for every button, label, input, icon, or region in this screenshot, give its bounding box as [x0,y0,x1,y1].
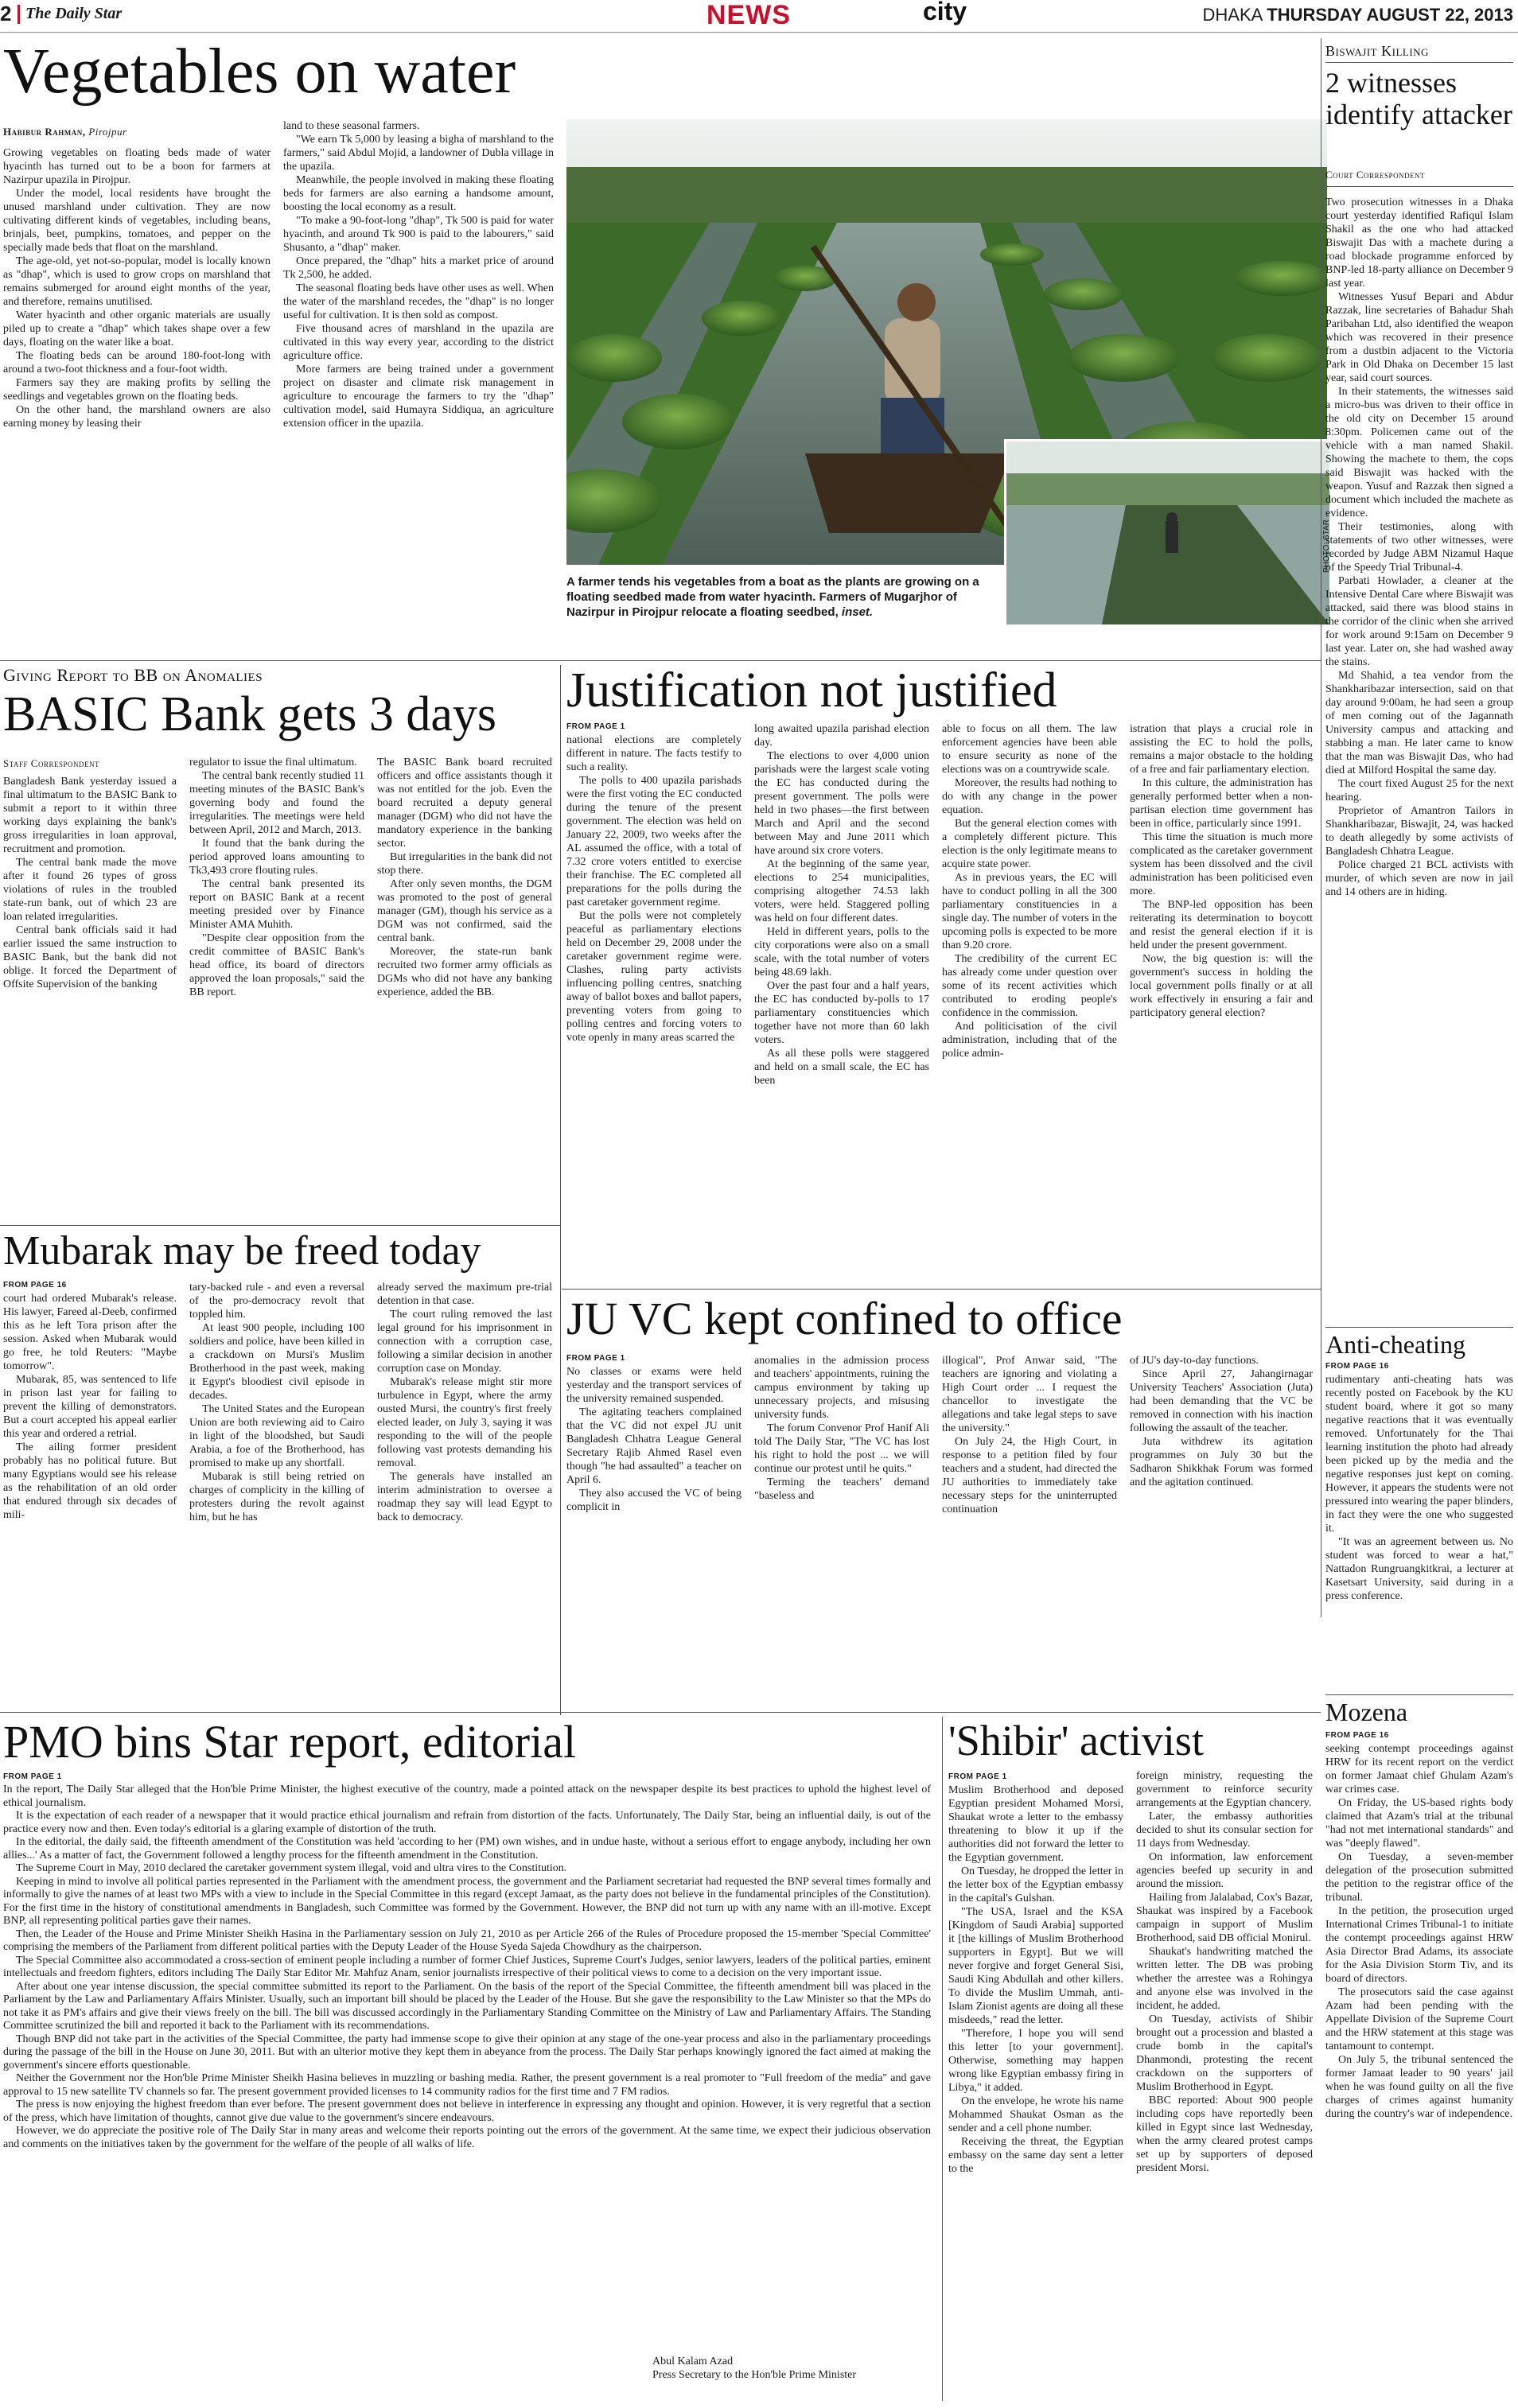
pmo-from: FROM PAGE 1 [3,1772,62,1781]
veg-para: Five thousand acres of marshland in the upazila are cultivated in this way every year, according to the district agriculture office. [283,323,554,362]
shibir-column-2 [1136,1769,1313,2402]
mubarak-para: Mubarak's release might stir more turbulence in Egypt, where the army ousted Mursi, the country's first freely elected leader, on July 3, saying it was responding to the will of the people following vast protests demanding his removal. [377,1376,552,1469]
shibir-column-rule [942,1717,943,2401]
biswajit-byline-rule [1325,186,1513,187]
justification-para: The BNP-led opposition has been reiterating its determination to boycott and resist the general election if it is held under the present government. [1130,899,1313,951]
justification-para: But the general election comes with a completely different picture. This election is the only legitimate means to acquire state power. [942,818,1117,870]
ju-para: illogical", Prof Anwar said, "The teachers are ignoring and violating a High Court order ... I request the chancellor to investigate the allegations and take legal steps to save the university." [942,1355,1117,1434]
pmo-para: The Supreme Court in May, 2010 declared the caretaker government system illegal, void and ultra vires to the Constitution. [16,1862,567,1874]
mubarak-para: Mubarak is still being retried on charges of complicity in the killing of protesters during the revolt against him, but he has [189,1471,364,1523]
section-rule-2 [0,1225,560,1226]
shibir-para: foreign ministry, requesting the government to reinforce security arrangements at the Egyptian chancery. [1136,1770,1313,1809]
mubarak-from: FROM PAGE 16 [3,1281,67,1290]
ju-para: Terming the teachers' demand "baseless and [754,1476,929,1502]
anticheating-column [1325,1373,1513,1691]
mozena-para: seeking contempt proceedings against HRW for its recent report on the verdict on former Jamaat chief Ghulam Azam's war crimes case. [1325,1743,1513,1795]
justification-para: As all these polls were staggered and held on a small scale, the EC has been [754,1048,929,1087]
shibir-para: On the envelope, he wrote his name Mohammed Shaukat Osman as the sender and a cell phone number. [948,2095,1123,2134]
justification-para: The elections to over 4,000 union parishads were the largest scale voting the EC has conducted during the present government. The polls were held in two phases—the first between March and April and the second between May and June 2011 which have around six crore voters. [754,750,929,857]
shibir-para: "Therefore, I hope you will send this letter [to your government]. Otherwise, something may happen wrong like Egyptian embassy firing in Libya," it added. [948,2028,1123,2094]
mubarak-headline: Mubarak may be freed today [3,1228,481,1274]
mubarak-para: The generals have installed an interim administration to oversee a roadmap they say will lead Egypt to back to democracy. [377,1471,552,1523]
ju-para: anomalies in the admission process and teachers' appointments, ruining the campus environment by taking up unnecessary projects, and misusing university funds. [754,1355,929,1421]
pmo-headline: PMO bins Star report, editorial [3,1716,577,1768]
justification-column-3 [942,722,1117,1282]
justification-para: And politicisation of the civil administration, including that of the police admin- [942,1021,1117,1060]
veg-para: Farmers say they are making profits by selling the seedlings and vegetables grown on the floating beds. [3,377,271,403]
justification-para: Now, the big question is: will the government's success in holding the local government polls finally or at all work effectively in ensuring a fair and participatory general election? [1130,953,1313,1019]
mubarak-column-3 [377,1281,552,1706]
veg-byline [3,126,127,138]
justification-para: Over the past four and a half years, the EC has conducted by-polls to 17 parliamentary constituencies which together have not more than 60 lakh voters. [754,980,929,1046]
pmo-para: The press is now enjoying the highest freedom than ever before. The present government does not believe in interference in expressing any thought and opinion. However, it is very regretful that a section of the press, which have limitation of thoughts, cannot give due value to the government's sincere endeavours. [3,2099,931,2124]
justification-para: long awaited upazila parishad election day. [754,723,929,749]
pmo-signature-name: Abul Kalam Azad [652,2355,734,2367]
ju-from: FROM PAGE 1 [566,1354,625,1363]
veg-inset-photo [1004,439,1332,627]
shibir-para: BBC reported: About 900 people including cops have reportedly been killed in Egypt since last Wednesday, when the army cleared protest camps set up by supporters of deposed president Morsi. [1136,2095,1313,2174]
justification-para: Moreover, the results had nothing to do with any change in the power equation. [942,777,1117,816]
section-rule-1 [0,660,1321,661]
veg-byline-name: Habibur Rahman, [3,126,86,138]
veg-para: Growing vegetables on floating beds made of water hyacinth has turned out to be a boon for farmers at Nazirpur upazila in Pirojpur. [3,147,271,186]
veg-photo-credit: PHOTO: STAR [1322,519,1331,573]
section-label: NEWS [706,0,791,30]
basic-para: Bangladesh Bank yesterday issued a final ultimatum to the BASIC Bank to submit a report to it within three working days explaining the bank's gross irregularities in loan approval, recruitment and promotion. [3,776,177,855]
masthead-rule [0,32,1518,33]
biswajit-para: Their testimonies, along with statements of two other witnesses, were recorded by Judge ABM Nizamul Haque of the Speedy Trial Tribunal-4. [1325,521,1513,574]
veg-caption [566,574,996,620]
pmo-para: The Special Committee also accommodated a cross-section of eminent people including a number of former Chief Justices, Supreme Court's Judges, senior lawyers, leaders of the political parties, eminent intellectuals and freedom fighters, editors including The Daily Star Editor Mr. Mahfuz Anam, senior journalists irrespective of their political views to come to a decision on the very important issue. [3,1954,931,1979]
mozena-headline: Mozena [1325,1698,1408,1726]
pmo-para: In the editorial, the daily said, the fifteenth amendment of the Constitution was held 'according to her (PM) own wishes, and in undue haste, without a serious effort to engage anybody, including her own allies...' As a matter of fact, the Government followed a lengthy process for the fifteenth amendment in the Constitution. [3,1836,931,1861]
ju-column-1 [566,1365,741,1707]
pmo-para: After about one year intense discussion, the special committee submitted its report to the Parliament. On the basis of the report of the Special Committee, the fifteenth amendment bill was placed in the Parliament by the Law and Parliamentary Affairs Minister. Usually, such an important bill should be placed by the Leader of the House. But she gave the responsibility to the Law Minister so that the MPs do not take it as PM's affairs and give their views freely on the bill. The bill was discussed accordingly in the Parliamentary Standing Committee on the Ministry of Law and Parliamentary Affairs. The Standing Committee scrutinized the bill and reported it back to the Parliament with its recommendations. [3,1980,931,2032]
biswajit-para: Md Shahid, a tea vendor from the Shankharibazar intersection, said on that day around 9:00am, he had seen a group of men coming out of the Jagannath University campus and attacking and stabbing a man. He later came to know that the man was Biswajit Das, who had died at Milford Hospital the same day. [1325,670,1513,776]
ju-para: of JU's day-to-day functions. [1130,1355,1259,1367]
justification-para: In this culture, the administration has generally performed better when a non-partisan election time government has been in office, particularly since 1991. [1130,777,1313,830]
biswajit-headline: 2 witnesses identify attacker [1325,67,1512,130]
ju-para: On July 24, the High Court, in response to a petition filed by four teachers and a student, had directed the JU authorities to immediately take necessary steps for the uninterrupted continuation [942,1436,1117,1515]
section-rule-3 [562,1289,1321,1290]
justification-para: national elections are completely different in nature. The facts testify to such a reality. [566,734,741,773]
veg-column-1 [3,146,271,654]
mubarak-para: At least 900 people, including 100 soldiers and police, have been killed in a crackdown on Mursi's Muslim Brotherhood in the past week, making it Egypt's bloodiest civil episode in decades. [189,1322,364,1402]
mubarak-para: already served the maximum pre-trial detention in that case. [377,1282,552,1307]
justification-headline: Justification not justified [566,663,1057,718]
ju-column-3 [942,1354,1117,1707]
mozena-from: FROM PAGE 16 [1325,1731,1389,1740]
basic-byline: Staff Correspondent [3,757,99,769]
inset-seedbed-photo [1006,442,1329,624]
veg-caption-text: A farmer tends his vegetables from a boat as the plants are growing on a floating seedbed made from water hyacinth. Farmers of Mugarjhor of Nazirpur in Pirojpur relocate a floating seedbed, [566,575,979,619]
biswajit-para: The court fixed August 25 for the next hearing. [1325,778,1513,803]
veg-para: More farmers are being trained under a government project on disaster and climate risk management in agriculture to encourage the farmers to try the "dhap" cultivation model, said Humayra Siddiqua, an agriculture extension officer in the upazila. [283,364,554,430]
basic-para: The central bank made the move after it found 26 types of gross violations of rules in the troubled state-run bank, out of which 23 are loan related irregularities. [3,857,177,923]
anticheating-para: "It was an agreement between us. No student was forced to wear a hat," Nattadon Rungruangkitkrai, a lecturer at Kasetsart University, said during in a press conference. [1325,1536,1513,1602]
masthead [0,0,1518,32]
pmo-para: It is the expectation of each reader of a newspaper that it would practice ethical journalism and refrain from distortion of the facts. Unfortunately, The Daily Star, being an influential daily, is out of the practice every now and then. Even today's editorial is a glaring example of distortion of the truth. [3,1810,931,1835]
pmo-para: However, we do appreciate the positive role of The Daily Star in many areas and welcome their reports pointing out the errors of the government. At the same time, we expect their judicious observation and comments on the initiatives taken by the government for the welfare of the people of all walks of life. [3,2125,931,2150]
section-rule-4 [0,1712,1321,1713]
basic-para: The central bank recently studied 11 meeting minutes of the BASIC Bank's governing body and found the irregularities. The meetings were held between April, 2012 and March, 2013. [189,770,364,836]
anticheating-para: rudimentary anti-cheating hats was recently posted on Facebook by the KU student board, where it got so many negative reactions that it was eventually removed. Unfortunately for the Thai learning institution the photo had already been picked up by the media and the negative responses just kept on coming. However, it appears the students were not pressured into wearing the paper blinders, in fact they were the one who suggested it. [1325,1374,1513,1535]
mubarak-column-2 [189,1281,364,1706]
ju-column-2 [754,1354,929,1707]
mozena-column [1325,1742,1513,2402]
mozena-para: On July 5, the tribunal sentenced the former Jamaat leader to 90 years' jail when he was found guilty on all the five charges of crimes against humanity during the country's war of independence. [1325,2054,1513,2120]
justification-para: able to focus on all them. The law enforcement agencies have been able to ensure security as none of the elections was on a countrywide scale. [942,723,1117,776]
ju-para: They also accused the VC of being complicit in [566,1488,741,1513]
biswajit-para: In their statements, the witnesses said a micro-bus was driven to their office in the old city on December 15 around 8:30pm. Policemen came out of the vehicle with a man named Shakil. Showing the machete to them, the cops said Biswajit was hacked with the weapon. Yusuf and Razzak then signed a document which included the machete as evidence. [1325,386,1513,519]
mozena-para: In the petition, the prosecution urged International Crimes Tribunal-1 to initiate the contempt proceedings against HRW Asia Director Brad Adams, its associate for the Asia Division Storm Tiv, and its board of directors. [1325,1905,1513,1985]
pmo-column [3,1784,931,2348]
mozena-para: The prosecutors said the case against Azam had been pending with the Appellate Division of the Supreme Court and the HRW statement at this stage was tantamount to contempt. [1325,1986,1513,2052]
shibir-para: On information, law enforcement agencies beefed up security in and around the mission. [1136,1851,1313,1890]
pmo-para: Keeping in mind to involve all political parties represented in the Parliament with the amendment process, the government and the Parliament secretariat had requested the BNP several times formally and informally to give the names of at least two MPs with a view to include in the Special Committee in this regard (except Jamaat, as the party does not believe in the fundamental principles of the Constitution). For the first time in the history of constitutional amendments in Bangladesh, such Committee was formed by the Government. However, the BNP did not turn up with any name with an ill-motive. Except BNP, all representing political parties gave their names. [3,1875,931,1927]
anticheating-rule [1325,1327,1513,1328]
shibir-para: Shaukat's handwriting matched the written letter. The DB was probing whether the arrestee was a Rohingya and anyone else was involved in the incident, he added. [1136,1946,1313,2012]
ju-headline: JU VC kept confined to office [566,1293,1123,1344]
anticheating-from: FROM PAGE 16 [1325,1362,1389,1371]
shibir-para: On Tuesday, he dropped the letter in the letter box of the Egyptian embassy in the capital's Gulshan. [948,1865,1123,1904]
mubarak-para: The United States and the European Union are both reviewing aid to Cairo in light of the bloodshed, but Saudi Arabia, a foe of the Brotherhood, has promised to make up any shortfall. [189,1403,364,1469]
biswajit-para: Witnesses Yusuf Bepari and Abdur Razzak, line secretaries of Bahadur Shah Paribahan Ltd, also identified the weapon which was recovered in their presence from a dustbin adjacent to the Victoria Park in Old Dhaka on December 15 last year, said court sources. [1325,291,1513,384]
ju-para: Juta withdrew its agitation programmes on July 30 but the Sadharon Shikkhak Forum was formed and the agitation continued. [1130,1436,1313,1488]
page-number-separator [18,5,20,24]
veg-caption-inset: inset. [841,605,874,619]
veg-para: Water hyacinth and other organic materials are usually piled up to create a "dhap" which takes shape over a few days, floating on the water like a boat. [3,309,271,348]
veg-para: Under the model, local residents have brought the unused marshland under cultivation. They are now cultivating different kinds of vegetables, including beans, brinjals, beet, pumpkins, tomatoes, and pepper on the specially made beds that float on the marshland. [3,188,271,254]
basic-column-3 [377,756,552,1219]
biswajit-para: Police charged 21 BCL activists with murder, of which seven are now in jail and 14 others are in hiding. [1325,859,1513,898]
basic-para: After only seven months, the DGM was promoted to the post of general manager (GM), though his service as a DGM was not confirmed, said the central bank. [377,878,552,944]
justification-column-2 [754,722,929,1282]
biswajit-para: Two prosecution witnesses in a Dhaka court yesterday identified Rafiqul Islam Shakil as the one who had attacked Biswajit Das with a machete during a road blockade programme enforced by BNP-led 18-party alliance on December 9 last year. [1325,196,1513,290]
veg-para: The age-old, yet not-so-popular, model is locally known as "dhap", which is used to grow crops on marshland that remains submerged for around eight months of the year, and therefore, remains unutilised. [3,255,271,308]
basic-para: Moreover, the state-run bank recruited two former army officials as DGMs who did not have any banking experience, added the BB. [377,946,552,998]
basic-column-1 [3,775,177,1219]
biswajit-para: Proprietor of Amantron Tailors in Shankharibazar, Biswajit, 24, was hacked to death allegedly by some activists of Bangladesh Chhatra League. [1325,805,1513,858]
page-number: 2 [0,2,12,25]
veg-para: land to these seasonal farmers. [283,120,420,132]
shibir-column-1 [948,1784,1123,2402]
justification-para: Held in different years, polls to the city corporations were also on a small scale, with the total number of voters being 48.69 lakh. [754,926,929,978]
biswajit-column [1325,196,1513,1325]
basic-kicker: Giving Report to BB on Anomalies [3,665,263,685]
ju-para: No classes or exams were held yesterday and the transport services of the university remained suspended. [566,1366,741,1405]
justification-column-1 [566,733,741,1282]
pmo-signature [652,2355,923,2382]
ju-column-4 [1130,1354,1313,1707]
anticheating-headline: Anti-cheating [1325,1330,1465,1359]
biswajit-para: Parbati Howlader, a cleaner at the Intensive Dental Care where Biswajit was attacked, said there was blood stains in the corridor of the clinic when she arrived for work around 9:15am on December 9 last year. Later on, she had washed away the stains. [1325,575,1513,668]
basic-para: Central bank officials said it had earlier issued the same instruction to BASIC Bank, but the bank did not oblige. It forced the Department of Offsite Supervision of the banking [3,924,177,990]
dateline-date: THURSDAY AUGUST 22, 2013 [1267,5,1513,25]
veg-column-2 [283,119,554,652]
veg-para: The floating beds can be around 180-foot-long with around a two-foot thickness and a four-foot width. [3,350,271,375]
basic-para: "Despite clear opposition from the credit committee of BASIC Bank's head office, its board of directors approved the loan proposals," said the BB report. [189,932,364,998]
shibir-para: Muslim Brotherhood and deposed Egyptian president Mohamed Morsi, Shaukat wrote a letter to the embassy threatening to blow it up if the authorities did not forward the letter to the Egyptian government. [948,1784,1123,1864]
basic-column-2 [189,756,364,1219]
mozena-para: On Tuesday, a seven-member delegation of the prosecution submitted the petition to the registrar office of the tribunal. [1325,1851,1513,1904]
mozena-rule [1325,1694,1513,1695]
pmo-para: Then, the Leader of the House and Prime Minister Sheikh Hasina in the Parliamentary session on July 21, 2010 as per Article 266 of the Rules of Procedure proposed the 15-member 'Special Committee' comprising the members of the Parliament from different political parties with the Deputy Leader of the House Syeda Sajeda Chowdhury as the chairperson. [3,1928,931,1953]
shibir-headline: 'Shibir' activist [948,1717,1204,1764]
dateline [1203,5,1513,25]
mozena-para: On Friday, the US-based rights body claimed that Azam's trial at the tribunal "had not met international standards" and was "deeply flawed". [1325,1797,1513,1850]
pmo-para: Neither the Government nor the Hon'ble Prime Minister Sheikh Hasina believes in muzzling or bashing media. Rather, the present government is a real promoter to "Full freedom of the media" and gave approval to 15 new satellite TV channels so far. The present government provided licenses to 14 community radios for the first time and 7 FM radios. [3,2072,931,2098]
shibir-para: Later, the embassy authorities decided to shut its consular section for 11 days from Wednesday. [1136,1811,1313,1850]
veg-para: Once prepared, the "dhap" hits a market price of around Tk 2,500, he added. [283,255,554,281]
ju-para: Since April 27, Jahangirnagar University Teachers' Association (Juta) had been demanding that the VC be removed in connection with his inaction following the assault of the teacher. [1130,1368,1313,1434]
veg-para: "To make a 90-foot-long "dhap", Tk 500 is paid for water hyacinth, and around Tk 900 is paid to the labourers," said Shusanto, a "dhap" maker. [283,215,554,254]
basic-para: It found that the bank during the period approved loans amounting to Tk3,493 crore flouting rules. [189,838,364,877]
shibir-para: Hailing from Jalalabad, Cox's Bazar, Shaukat was inspired by a Facebook campaign in support of Muslim Brotherhood, said DB official Monirul. [1136,1892,1313,1944]
mubarak-para: tary-backed rule - and even a reversal of the pro-democracy revolt that toppled him. [189,1282,364,1321]
shibir-para: On Tuesday, activists of Shibir brought out a procession and blasted a crude bomb in the capital's Dhanmondi, protesting the recent crackdown on the supporters of Muslim Brotherhood in Egypt. [1136,2013,1313,2093]
paper-name: The Daily Star [25,5,123,22]
basic-para: But irregularities in the bank did not stop there. [377,851,552,877]
pmo-para: Though BNP did not take part in the activities of the Special Committee, the party had immense scope to give their opinion at any stage of the one-year process and also in the parliamentary proceedings during the passage of the bill in the House on June 30, 2011. But with an ulterior motive they kept them in abeyance from the process. The Daily Star perhaps knowingly ignored the fact aimed at making the government's sincere efforts questionable. [3,2033,931,2072]
mubarak-para: court had ordered Mubarak's release. His lawyer, Fareed al-Deeb, confirmed this as he left Tora prison after the session. Asked when Mubarak would go free, he told Reuters: "Maybe tomorrow". [3,1293,177,1372]
veg-para: On the other hand, the marshland owners are also earning money by leasing their [3,404,271,430]
justification-from: FROM PAGE 1 [566,722,625,731]
justification-para: At the beginning of the same year, elections to 254 municipalities, comprising altogether 74.53 lakh voters, were held. Staggered polling was held on four different dates. [754,858,929,924]
mubarak-para: Mubarak, 85, was sentenced to life in prison last year for failing to prevent the killing of demonstrators. But a court accepted his appeal earlier this year and ordered a retrial. [3,1374,177,1440]
shibir-from: FROM PAGE 1 [948,1772,1007,1781]
veg-para: "We earn Tk 5,000 by leasing a bigha of marshland to the farmers," said Abdul Mojid, a landowner of Dubla village in the upazila. [283,134,554,173]
justification-para: But the polls were not completely peaceful as parliamentary elections held on December 29, 2008 under the caretaker government regime were. Clashes, ruling party activists influencing polling centres, snatching away of ballot boxes and ballot papers, preventing voters from going to polling centres and forcing voters to vote openly in many areas scarred the [566,910,741,1044]
justification-para: As in previous years, the EC will have to conduct polling in all the 300 parliamentary constituencies in a single day. The number of voters in the upcoming polls is expected to be more than 9.20 crore. [942,872,1117,951]
mubarak-para: The court ruling removed the last legal ground for his imprisonment in connection with a corruption case, following a similar decision in another corruption case on Monday. [377,1309,552,1375]
veg-para: Meanwhile, the people involved in making these floating beds for farmers are also earning a handsome amount, boosting the local economy as a result. [283,174,554,213]
basic-para: regulator to issue the final ultimatum. [189,757,357,768]
pmo-para: In the report, The Daily Star alleged that the Hon'ble Prime Minister, the highest executive of the country, made a pointed attack on the newspaper despite its best practices to uphold the highest level of ethical journalism. [3,1784,931,1809]
ju-para: The forum Convenor Prof Hanif Ali told The Daily Star, "The VC has lost his right to hold the post ... we will continue our protest until he quits." [754,1422,929,1475]
veg-para: The seasonal floating beds have other uses as well. When the water of the marshland recedes, the "dhap" is no longer useful for cultivation. It is then sold as compost. [283,282,554,321]
biswajit-kicker: Biswajit Killing [1325,43,1429,59]
basic-para: The central bank presented its report on BASIC Bank at a recent meeting presided over by Finance Minister AMA Muhith. [189,878,364,931]
veg-byline-place: Pirojpur [88,126,127,138]
dateline-city: DHAKA [1202,5,1263,25]
justification-para: This time the situation is much more complicated as the caretaker government system has been dissolved and the civil administration has been politicised even more. [1130,831,1313,897]
veg-headline: Vegetables on water [3,37,516,107]
pmo-signature-title: Press Secretary to the Hon'ble Prime Minister [652,2369,857,2381]
biswajit-byline: Court Correspondent [1325,169,1426,181]
justification-para: The credibility of the current EC has already come under question over some of its recent activities which contributed to eroding people's confidence in the commission. [942,953,1117,1019]
justification-column-4 [1130,722,1313,1282]
basic-para: The BASIC Bank board recruited officers and office assistants though it was not entitled for the job. Even the board recruited a deputy general manager (DGM) who did not have the mandatory experience in the banking sector. [377,757,552,850]
justification-para: istration that plays a crucial role in assisting the EC to hold the polls, remains a major obstacle to the holding of a free and fair parliamentary election. [1130,723,1313,776]
mubarak-para: The ailing former president probably has no political future. But many Egyptians would see his release as the rehabilitation of an old order that endured through six decades of mili- [3,1441,177,1521]
shibir-para: Receiving the threat, the Egyptian embassy on the same day sent a letter to the [948,2136,1123,2175]
mubarak-column-1 [3,1292,177,1706]
basic-headline: BASIC Bank gets 3 days [3,687,496,741]
subsection-label: city [923,0,967,25]
ju-para: The agitating teachers complained that the VC did not expel JU unit Bangladesh Chhatra League General Secretary Rajib Ahmed Rasel even though "he had assaulted" a teacher on April 6. [566,1406,741,1486]
mid-column-rule [560,665,561,1715]
biswajit-kicker-rule [1325,62,1513,63]
shibir-para: "The USA, Israel and the KSA [Kingdom of Saudi Arabia] supported it [the killings of Muslim Brotherhood supporters in Egypt]. But we will never forgive and forget General Sisi, Saudi King Abdullah and other killers. To divide the Muslim Ummah, anti-Islam Zionist agents are doing all these misdeeds," read the letter. [948,1906,1123,2026]
justification-para: The polls to 400 upazila parishads were the first voting the EC conducted during the tenure of the present government. The election was held on January 22, 2009, two weeks after the AL assumed the office, with a total of 7.32 crore voters entitled to exercise their franchise. The EC completed all preparations for the polls during the past caretaker government regime. [566,775,741,908]
